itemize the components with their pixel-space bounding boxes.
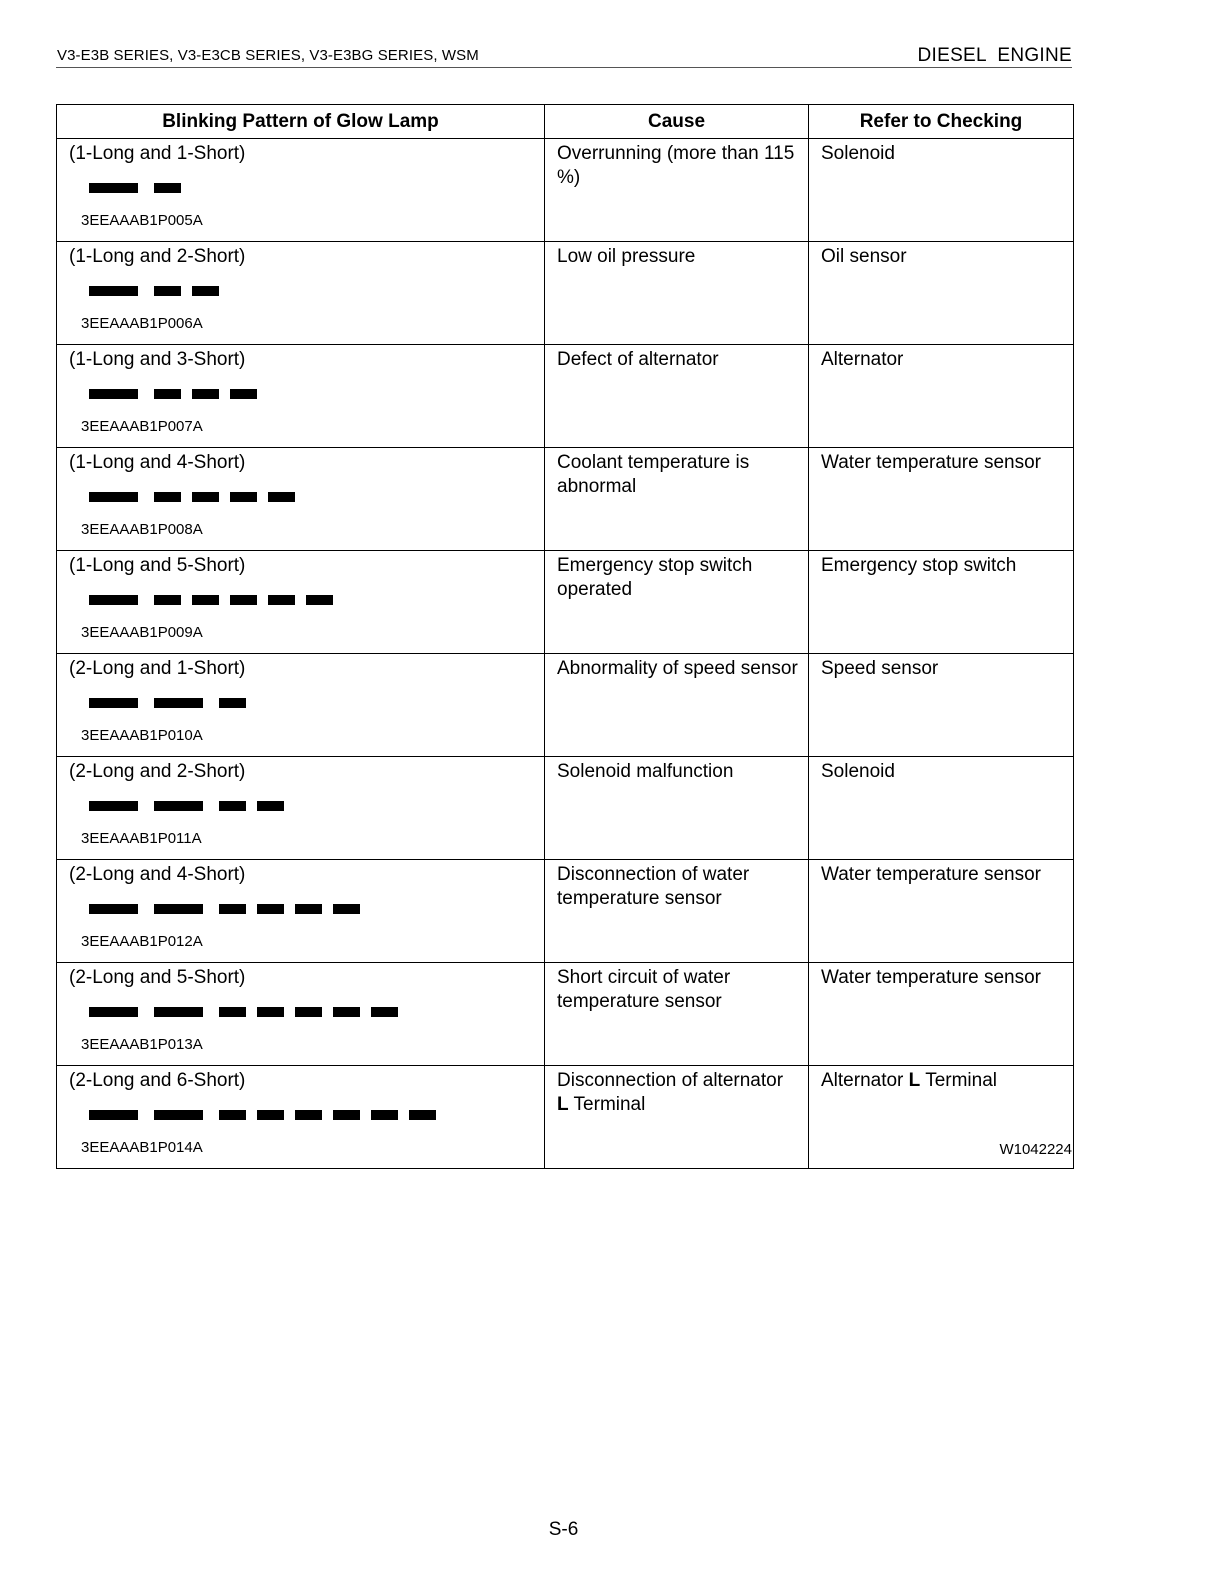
cause-text: Disconnection of alternator [557,1070,784,1091]
pattern-cell [57,654,545,757]
short-blink-mark [154,183,181,193]
check-text: Alternator [821,1070,904,1091]
cause-cell: Short circuit of water temperature sensor [545,963,809,1066]
long-blink-mark [89,1007,138,1017]
header-rule [56,67,1072,68]
short-blink-mark [268,492,295,502]
column-header-cause: Cause [545,105,809,139]
pattern-label: (1-Long and 5-Short) [69,555,246,576]
cause-cell: Defect of alternator [545,345,809,448]
check-cell: Speed sensor [809,654,1074,757]
check-cell: Solenoid [809,757,1074,860]
pattern-cell [57,139,545,242]
pattern-cell [57,345,545,448]
long-blink-mark [89,698,138,708]
figure-code: 3EEAAAB1P008A [81,521,203,538]
pattern-cell [57,448,545,551]
page-number: S-6 [548,1519,579,1540]
short-blink-mark [219,1110,246,1120]
figure-code: 3EEAAAB1P009A [81,624,203,641]
pattern-cell [57,860,545,963]
table-row [57,963,1074,1066]
short-blink-mark [295,904,322,914]
figure-code: 3EEAAAB1P013A [81,1036,203,1053]
table-header-row [57,105,1074,139]
cause-cell: Emergency stop switch operated [545,551,809,654]
long-blink-mark [154,1007,203,1017]
short-blink-mark [371,1007,398,1017]
check-cell: Water temperature sensor [809,448,1074,551]
pattern-label: (2-Long and 5-Short) [69,967,246,988]
blink-pattern [89,897,534,921]
short-blink-mark [154,389,181,399]
short-blink-mark [257,904,284,914]
table-row [57,654,1074,757]
figure-code: 3EEAAAB1P007A [81,418,203,435]
document-code: W1042224 [999,1141,1072,1158]
short-blink-mark [257,1110,284,1120]
short-blink-mark [192,389,219,399]
table-row [57,448,1074,551]
cause-cell: Coolant temperature is abnormal [545,448,809,551]
pattern-label: (1-Long and 1-Short) [69,143,246,164]
blink-pattern [89,1000,534,1024]
check-cell: Water temperature sensor [809,963,1074,1066]
column-header-check: Refer to Checking [809,105,1074,139]
short-blink-mark [219,801,246,811]
blink-pattern [89,794,534,818]
long-blink-mark [89,904,138,914]
table-row [57,551,1074,654]
figure-code: 3EEAAAB1P012A [81,933,203,950]
check-cell: Alternator [809,345,1074,448]
check-cell: Oil sensor [809,242,1074,345]
short-blink-mark [192,492,219,502]
short-blink-mark [257,1007,284,1017]
short-blink-mark [192,286,219,296]
cause-cell [545,1066,809,1169]
pattern-label: (1-Long and 2-Short) [69,246,246,267]
long-blink-mark [154,698,203,708]
short-blink-mark [219,904,246,914]
blink-pattern [89,382,534,406]
blink-pattern [89,176,534,200]
long-blink-mark [89,183,138,193]
check-cell: Solenoid [809,139,1074,242]
figure-code: 3EEAAAB1P006A [81,315,203,332]
long-blink-mark [154,801,203,811]
table-row [57,1066,1074,1169]
short-blink-mark [219,1007,246,1017]
table-row [57,860,1074,963]
blink-pattern [89,1103,534,1127]
blink-pattern [89,279,534,303]
long-blink-mark [89,286,138,296]
terminal-letter: L [557,1094,569,1115]
cause-text-suffix: Terminal [573,1094,646,1115]
short-blink-mark [333,1007,360,1017]
short-blink-mark [295,1007,322,1017]
long-blink-mark [89,595,138,605]
check-cell: Water temperature sensor [809,860,1074,963]
figure-code: 3EEAAAB1P005A [81,212,203,229]
cause-cell: Abnormality of speed sensor [545,654,809,757]
terminal-letter: L [908,1070,921,1091]
check-text-suffix: Terminal [925,1070,998,1091]
short-blink-mark [230,595,257,605]
pattern-cell [57,1066,545,1169]
table-row [57,242,1074,345]
short-blink-mark [154,595,181,605]
short-blink-mark [295,1110,322,1120]
long-blink-mark [89,389,138,399]
long-blink-mark [154,904,203,914]
check-cell: Emergency stop switch [809,551,1074,654]
cause-cell: Disconnection of water temperature sensor [545,860,809,963]
blink-pattern [89,691,534,715]
short-blink-mark [268,595,295,605]
table-row [57,345,1074,448]
pattern-cell [57,551,545,654]
short-blink-mark [333,904,360,914]
short-blink-mark [371,1110,398,1120]
short-blink-mark [306,595,333,605]
pattern-cell [57,963,545,1066]
cause-cell: Overrunning (more than 115 %) [545,139,809,242]
pattern-label: (1-Long and 3-Short) [69,349,246,370]
cause-cell: Solenoid malfunction [545,757,809,860]
short-blink-mark [192,595,219,605]
pattern-label: (1-Long and 4-Short) [69,452,246,473]
pattern-label: (2-Long and 6-Short) [69,1070,246,1091]
short-blink-mark [409,1110,436,1120]
short-blink-mark [333,1110,360,1120]
table-row [57,757,1074,860]
short-blink-mark [230,389,257,399]
table-row [57,139,1074,242]
figure-code: 3EEAAAB1P010A [81,727,203,744]
long-blink-mark [89,801,138,811]
long-blink-mark [89,492,138,502]
blink-pattern [89,588,534,612]
pattern-label: (2-Long and 1-Short) [69,658,246,679]
short-blink-mark [257,801,284,811]
pattern-cell [57,757,545,860]
column-header-pattern: Blinking Pattern of Glow Lamp [57,105,545,139]
glow-lamp-diagnosis-table [56,104,1074,1169]
blink-pattern [89,485,534,509]
pattern-label: (2-Long and 2-Short) [69,761,246,782]
figure-code: 3EEAAAB1P011A [81,830,202,847]
short-blink-mark [219,698,246,708]
short-blink-mark [154,492,181,502]
short-blink-mark [230,492,257,502]
short-blink-mark [154,286,181,296]
pattern-cell [57,242,545,345]
pattern-label: (2-Long and 4-Short) [69,864,246,885]
long-blink-mark [154,1110,203,1120]
header-section-title: DIESEL ENGINE [917,45,1072,66]
figure-code: 3EEAAAB1P014A [81,1139,203,1156]
cause-cell: Low oil pressure [545,242,809,345]
header-series-title: V3-E3B SERIES, V3-E3CB SERIES, V3-E3BG SERIES, WSM [57,47,479,64]
long-blink-mark [89,1110,138,1120]
